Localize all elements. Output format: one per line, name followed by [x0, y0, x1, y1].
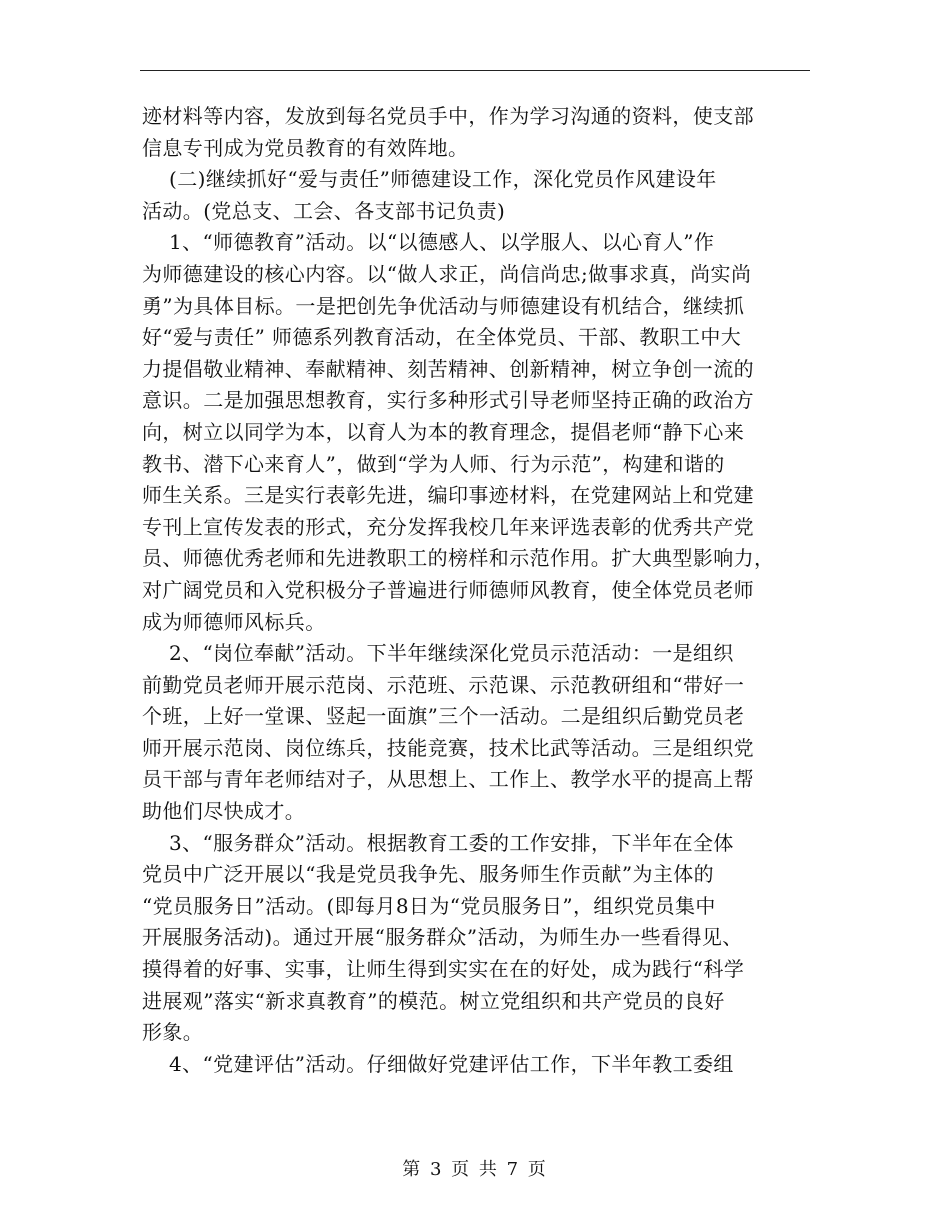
text-line: 师生关系。三是实行表彰先进，编印事迹材料，在党建网站上和党建 — [142, 483, 754, 508]
text-line: 党员中广泛开展以“我是党员我争先、服务师生作贡献”为主体的 — [142, 862, 715, 887]
text-line: 1、“师德教育”活动。以“以德感人、以学服人、以心育人”作 — [142, 230, 715, 255]
text-line: 迹材料等内容，发放到每名党员手中，作为学习沟通的资料，使支部 — [142, 104, 754, 128]
text-line: 为师德建设的核心内容。以“做人求正，尚信尚忠;做事求真，尚实尚 — [142, 261, 752, 286]
text-line: 助他们尽快成才。 — [142, 799, 306, 824]
text-line: 开展服务活动)。通过开展“服务群众”活动，为师生办一些看得见、 — [142, 925, 743, 950]
text-line: 勇”为具体目标。一是把创先争优活动与师德建设有机结合，继续抓 — [142, 293, 745, 318]
text-line: 好“爱与责任” 师德系列教育活动，在全体党员、干部、教职工中大 — [142, 325, 742, 350]
text-line: “党员服务日”活动。(即每月8日为“党员服务日”，组织党员集中 — [142, 893, 716, 918]
text-line: 专刊上宣传发表的形式，充分发挥我校几年来评选表彰的优秀共产党 — [142, 514, 754, 539]
text-line: 信息专刊成为党员教育的有效阵地。 — [142, 135, 469, 160]
text-line: 活动。(党总支、工会、各支部书记负责) — [142, 198, 506, 223]
text-line: 员干部与青年老师结对子，从思想上、工作上、教学水平的提高上帮 — [142, 767, 754, 792]
header-rule — [140, 70, 810, 71]
text-line: 力提倡敬业精神、奉献精神、刻苦精神、创新精神，树立争创一流的 — [142, 356, 754, 381]
text-line: 4、“党建评估”活动。仔细做好党建评估工作，下半年教工委组 — [142, 1051, 734, 1076]
text-line: 向，树立以同学为本，以育人为本的教育理念，提倡老师“静下心来 — [142, 419, 745, 444]
text-line: 3、“服务群众”活动。根据教育工委的工作安排，下半年在全体 — [142, 830, 734, 855]
body-text — [142, 101, 810, 1080]
text-line: 形象。 — [142, 1020, 204, 1045]
text-line: 成为师德师风标兵。 — [142, 609, 326, 634]
text-line: 师开展示范岗、岗位练兵，技能竞赛，技术比武等活动。三是组织党 — [142, 735, 754, 760]
text-line: 对广阔党员和入党积极分子普遍进行师德师风教育，使全体党员老师 — [142, 577, 754, 602]
text-line: (二)继续抓好“爱与责任”师德建设工作，深化党员作风建设年 — [142, 167, 717, 192]
text-line: 个班，上好一堂课、竖起一面旗”三个一活动。二是组织后勤党员老 — [142, 704, 745, 729]
text-line: 教书、潜下心来育人”，做到“学为人师、行为示范”，构建和谐的 — [142, 451, 725, 476]
text-line: 摸得着的好事、实事，让师生得到实实在在的好处，成为践行“科学 — [142, 957, 745, 982]
text-line: 2、“岗位奉献”活动。下半年继续深化党员示范活动：一是组织 — [142, 641, 734, 666]
text-line: 前勤党员老师开展示范岗、示范班、示范课、示范教研组和“带好一 — [142, 672, 745, 697]
text-line: 进展观”落实“新求真教育”的模范。树立党组织和共产党员的良好 — [142, 988, 725, 1013]
page-number: 第 3 页 共 7 页 — [402, 1159, 548, 1180]
text-line: 员、师德优秀老师和先进教职工的榜样和示范作用。扩大典型影响力， — [142, 546, 775, 571]
text-line: 意识。二是加强思想教育，实行多种形式引导老师坚持正确的政治方 — [142, 388, 754, 413]
